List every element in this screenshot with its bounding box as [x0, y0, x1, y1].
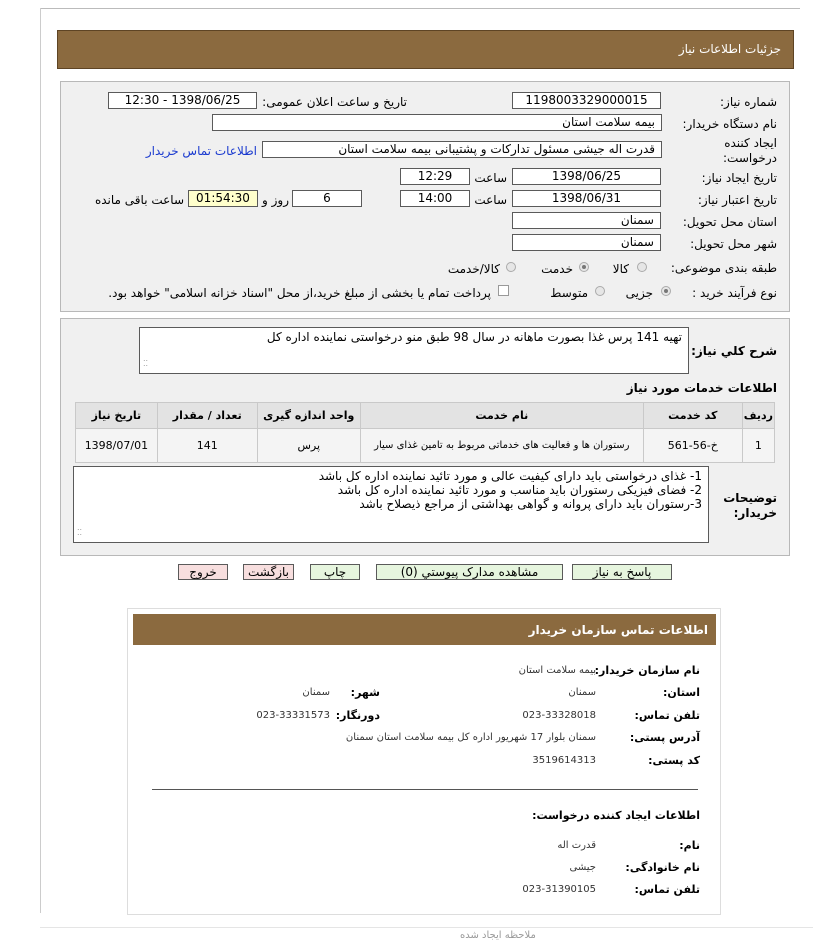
contact-city-value: سمنان: [302, 687, 330, 698]
validity-hour-label: ساعت: [474, 193, 507, 207]
contact-address-label: آدرس پستی:: [629, 731, 700, 744]
contact-card-title: اطلاعات تماس سازمان خریدار: [528, 623, 708, 637]
remaining-label: ساعت باقی مانده: [94, 193, 184, 207]
buyer-contact-card: [127, 608, 721, 915]
back-button[interactable]: بازگشت: [243, 564, 294, 580]
time-left-field: 01:54:30: [188, 190, 258, 207]
cell-need-date: 1398/07/01: [76, 429, 158, 463]
contact-fax-value: 023-33331573: [256, 710, 330, 721]
buyer-org-field: بیمه سلامت استان: [212, 114, 662, 131]
create-date-label: تاریخ ایجاد نیاز:: [701, 171, 777, 185]
cell-quantity: 141: [157, 429, 257, 463]
category-goods-radio[interactable]: [637, 262, 647, 272]
category-service-radio[interactable]: [579, 262, 589, 272]
summary-textarea[interactable]: [139, 327, 689, 374]
create-time-field: 12:29: [400, 168, 470, 185]
note-line: 2- فضای فیزیکی رستوران باید مناسب و مورد تائید نماینده اداره کل باشد: [337, 483, 702, 497]
col-header-row-no: ردیف: [742, 403, 774, 429]
delivery-city-field: سمنان: [512, 234, 661, 251]
summary-label: شرح کلي نياز:: [691, 344, 777, 358]
col-header-need-date: تاریخ نیاز: [76, 403, 158, 429]
day-and-label: روز و: [262, 193, 289, 207]
contact-phone-value: 023-33328018: [522, 710, 596, 721]
category-goods-label: کالا: [612, 262, 629, 276]
print-button[interactable]: چاپ: [310, 564, 360, 580]
announce-datetime-field: 1398/06/25 - 12:30: [108, 92, 257, 109]
creator-info-heading: اطلاعات ایجاد کننده درخواست:: [532, 809, 700, 822]
category-goods-service-label: کالا/خدمت: [447, 262, 500, 276]
note-line: 1- غذای درخواستی باید دارای کیفیت عالی و مورد تائید نماینده اداره کل باشد: [318, 469, 702, 483]
contact-divider: [152, 789, 698, 790]
contact-address-value: سمنان بلوار 17 شهریور اداره کل بیمه سلامت استان سمنان: [345, 732, 596, 743]
table-header-row: [76, 403, 775, 429]
cell-unit: پرس: [257, 429, 360, 463]
creator-phone-label: تلفن تماس:: [634, 883, 700, 896]
creator-field: قدرت اله جیشی مسئول تدارکات و پشتیبانی بیمه سلامت استان: [262, 141, 662, 158]
resize-grip-icon[interactable]: ⁚⁚: [143, 359, 149, 368]
note-line: 3-رستوران باید دارای پروانه و گواهی بهداشتی از مراجع ذیصلاح باشد: [359, 497, 702, 511]
contact-fax-label: دورنگار:: [335, 709, 380, 722]
process-medium-label: متوسط: [550, 286, 588, 300]
reply-button[interactable]: پاسخ به نیاز: [572, 564, 672, 580]
creator-name-label: نام:: [679, 839, 700, 852]
creator-label: ایجاد کننده درخواست:: [723, 136, 777, 165]
buyer-notes-textarea[interactable]: [73, 466, 709, 543]
delivery-province-label: استان محل تحویل:: [682, 215, 777, 229]
contact-city-label: شهر:: [350, 686, 380, 699]
category-service-label: خدمت: [541, 262, 573, 276]
creator-phone-value: 023-31390105: [522, 884, 596, 895]
page-header: [57, 30, 794, 69]
col-header-service-code: کد خدمت: [643, 403, 742, 429]
page-title: جزئیات اطلاعات نیاز: [678, 42, 781, 56]
delivery-city-label: شهر محل تحویل:: [690, 237, 777, 251]
contact-phone-label: تلفن تماس:: [634, 709, 700, 722]
payment-checkbox[interactable]: [498, 285, 509, 296]
category-label: طبقه بندی موضوعی:: [670, 261, 777, 275]
footer-text: ملاحظه ایجاد شده: [460, 930, 536, 941]
services-info-heading: اطلاعات خدمات مورد نیاز: [626, 381, 777, 395]
col-header-quantity: تعداد / مقدار: [157, 403, 257, 429]
contact-province-value: سمنان: [568, 687, 596, 698]
table-row: [76, 429, 775, 463]
announce-datetime-label: تاریخ و ساعت اعلان عمومی:: [262, 95, 407, 109]
buyer-notes-label: توضیحات خریدار:: [723, 491, 777, 520]
validity-date-field: 1398/06/31: [512, 190, 661, 207]
contact-postal-value: 3519614313: [532, 755, 596, 766]
left-border: [40, 8, 41, 913]
need-number-label: شماره نیاز:: [720, 95, 777, 109]
process-minor-radio[interactable]: [661, 286, 671, 296]
buyer-org-label: نام دستگاه خریدار:: [682, 117, 777, 131]
resize-grip-icon[interactable]: ⁚⁚: [77, 528, 83, 537]
creator-family-value: جیشی: [569, 862, 596, 873]
validity-time-field: 14:00: [400, 190, 470, 207]
creator-family-label: نام خانوادگی:: [625, 861, 700, 874]
create-date-field: 1398/06/25: [512, 168, 661, 185]
footer-strip: [40, 927, 813, 941]
exit-button[interactable]: خروج: [178, 564, 228, 580]
process-type-label: نوع فرآیند خرید :: [692, 286, 777, 300]
contact-postal-label: کد پستی:: [648, 754, 700, 767]
validity-date-label: تاریخ اعتبار نیاز:: [697, 193, 777, 207]
top-border: [40, 8, 800, 9]
create-hour-label: ساعت: [474, 171, 507, 185]
view-attachments-button[interactable]: مشاهده مدارک پیوستي (0): [376, 564, 563, 580]
buyer-contact-link[interactable]: اطلاعات تماس خریدار: [145, 144, 257, 158]
creator-name-value: قدرت اله: [557, 840, 596, 851]
cell-service-name: رستوران ها و فعالیت های خدماتی مربوط به تامین غذای سیار: [360, 429, 643, 463]
col-header-service-name: نام خدمت: [360, 403, 643, 429]
services-table: [75, 402, 775, 463]
contact-card-header: [133, 614, 716, 645]
need-number-field: 1198003329000015: [512, 92, 661, 109]
cell-row-no: 1: [742, 429, 774, 463]
summary-text: تهیه 141 پرس غذا بصورت ماهانه در سال 98 طبق منو درخواستی نماینده اداره کل: [266, 330, 682, 344]
process-minor-label: جزیی: [625, 286, 653, 300]
contact-org-label: نام سازمان خریدار:: [594, 664, 700, 677]
contact-org-value: بیمه سلامت استان: [518, 665, 596, 676]
payment-note: پرداخت تمام یا بخشی از مبلغ خرید،از محل "اسناد خزانه اسلامی" خواهد بود.: [108, 286, 491, 300]
category-goods-service-radio[interactable]: [506, 262, 516, 272]
contact-province-label: استان:: [663, 686, 700, 699]
cell-service-code: خ-56-561: [643, 429, 742, 463]
days-left-field: 6: [292, 190, 362, 207]
col-header-unit: واحد اندازه گیری: [257, 403, 360, 429]
delivery-province-field: سمنان: [512, 212, 661, 229]
process-medium-radio[interactable]: [595, 286, 605, 296]
